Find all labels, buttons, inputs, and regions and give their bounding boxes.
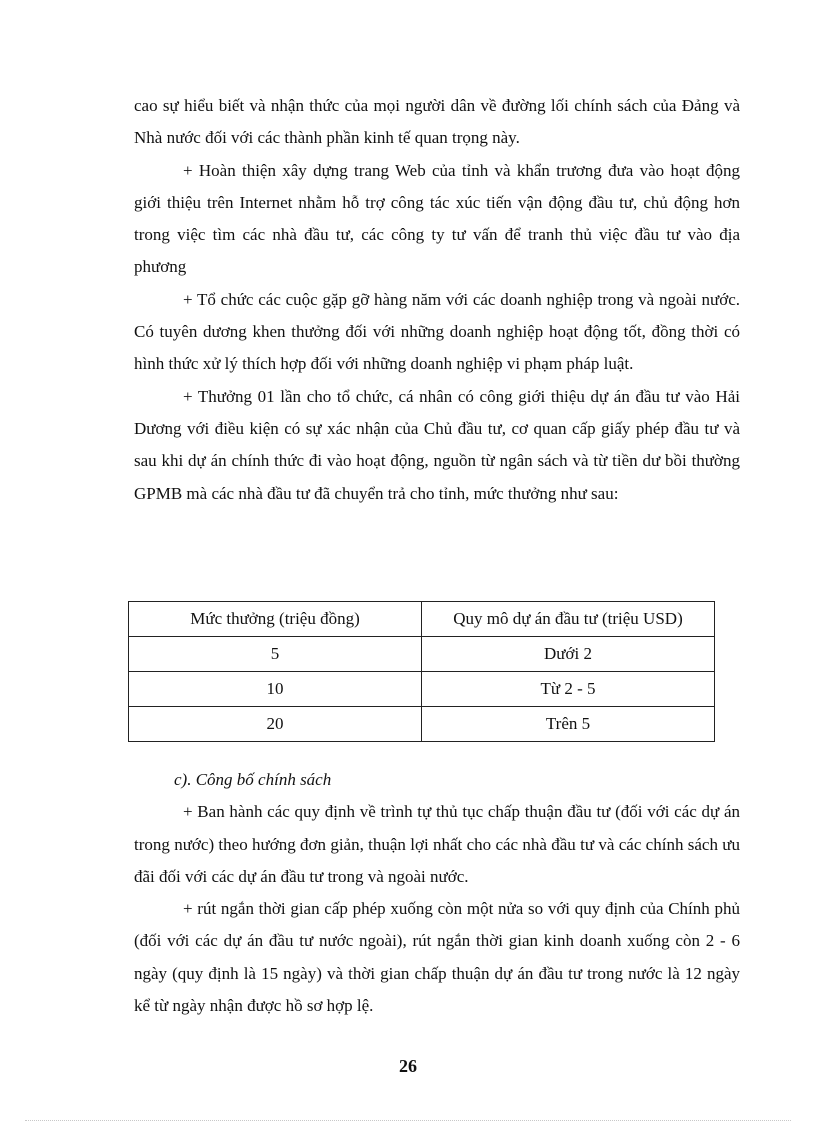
table-cell: 5 (129, 637, 422, 672)
table-row (129, 707, 715, 742)
section-subheading: c). Công bố chính sách (174, 770, 332, 789)
table-row (129, 637, 715, 672)
table-cell: Dưới 2 (422, 637, 715, 672)
paragraph: + Hoàn thiện xây dựng trang Web của tỉnh và khẩn trương đưa vào hoạt động giới thiệu trên Internet nhằm hỗ trợ công tác xúc tiến vận động đầu tư, chủ động hơn trong việc tìm các nhà đầu tư, các công ty tư vấn để tranh thủ việc đầu tư vào địa phương (134, 160, 740, 277)
reward-table (128, 601, 715, 742)
page-number: 26 (399, 1056, 417, 1076)
table-row (129, 672, 715, 707)
table-header-row (129, 602, 715, 637)
paragraph: + rút ngắn thời gian cấp phép xuống còn một nửa so với quy định của Chính phủ (đối với các dự án đầu tư nước ngoài), rút ngắn thời gian kinh doanh xuống còn 2 - 6 ngày (quy định là 15 ngày) và thời gian chấp thuận dự án đầu tư trong nước là 12 ngày kể từ ngày nhận được hồ sơ hợp lệ. (134, 899, 740, 1016)
paragraph: cao sự hiểu biết và nhận thức của mọi người dân về đường lối chính sách của Đảng và Nhà nước đối với các thành phần kinh tế quan trọng này. (134, 96, 740, 148)
paragraph: + Ban hành các quy định về trình tự thủ tục chấp thuận đầu tư (đối với các dự án trong nước) theo hướng đơn giản, thuận lợi nhất cho các nhà đầu tư và các chính sách ưu đãi đối với các dự án đầu tư trong và ngoài nước. (134, 802, 740, 886)
table-header-cell: Mức thưởng (triệu đồng) (129, 602, 422, 637)
paragraph: + Thưởng 01 lần cho tổ chức, cá nhân có công giới thiệu dự án đầu tư vào Hải Dương với điều kiện có sự xác nhận của Chủ đầu tư, cơ quan cấp giấy phép đầu tư và sau khi dự án chính thức đi vào hoạt động, nguồn từ ngân sách và từ tiền dư bồi thường GPMB mà các nhà đầu tư đã chuyển trả cho tỉnh, mức thưởng như sau: (134, 386, 740, 503)
body-text-bottom (134, 764, 740, 1022)
body-text-top (134, 90, 740, 510)
paragraph: + Tổ chức các cuộc gặp gỡ hàng năm với các doanh nghiệp trong và ngoài nước. Có tuyên dương khen thưởng đối với những doanh nghiệp hoạt động tốt, đồng thời có hình thức xử lý thích hợp đối với những doanh nghiệp vi phạm pháp luật. (134, 289, 740, 374)
table-header-cell: Quy mô dự án đầu tư (triệu USD) (422, 602, 715, 637)
footer-divider (25, 1120, 791, 1121)
table-cell: 20 (129, 707, 422, 742)
table-cell: Từ 2 - 5 (422, 672, 715, 707)
table-cell: 10 (129, 672, 422, 707)
table-cell: Trên 5 (422, 707, 715, 742)
